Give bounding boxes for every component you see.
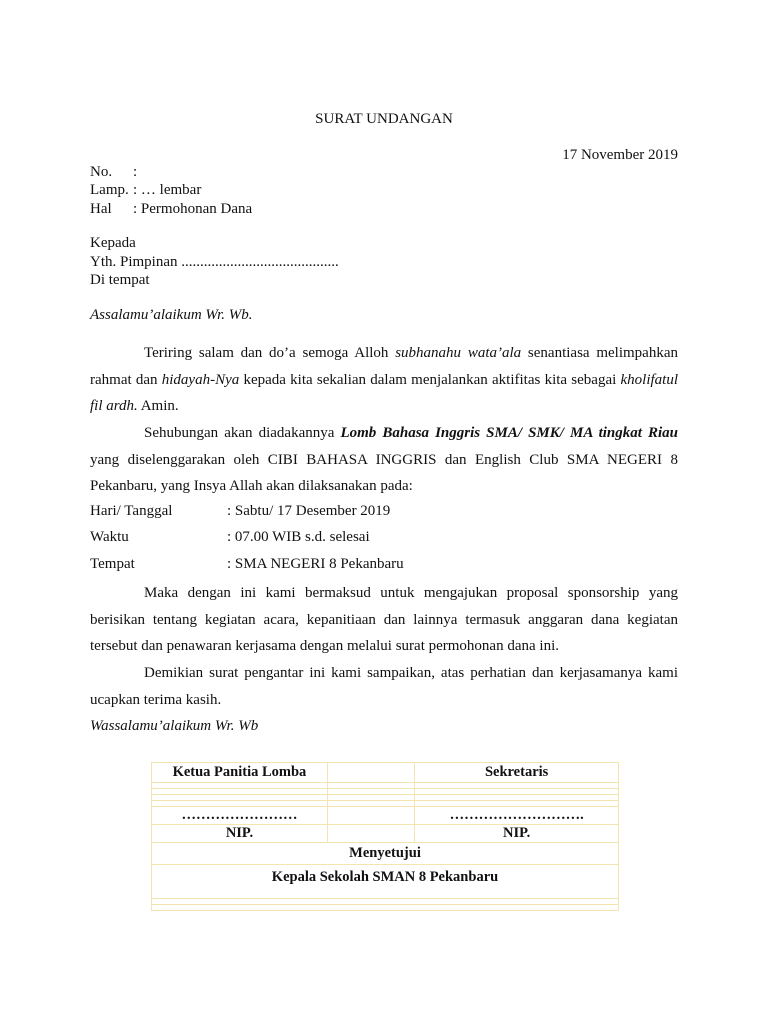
spacer-row — [152, 905, 619, 911]
detail-value: : 07.00 WIB s.d. selesai — [227, 529, 370, 545]
text-run: hidayah-Nya — [161, 371, 240, 388]
meta-no-value: : — [133, 164, 138, 180]
meta-no-label: No. — [90, 164, 113, 180]
signature-table — [151, 762, 619, 911]
letter-date: 17 November 2019 — [562, 147, 678, 163]
detail-label: Waktu — [90, 529, 129, 545]
recipient-line: Kepada — [90, 235, 136, 251]
event-name: Lomb Bahasa Inggris SMA/ SMK/ MA tingkat Riau — [340, 425, 678, 441]
paragraph-proposal: Maka dengan ini kami bermaksud untuk mengajukan proposal sponsorship yang berisikan tentang kegiatan acara, kepanitiaan dan lainnya termasuk anggaran dana kegiatan tersebut dan penawaran kerjasama dengan melalui surat permohonan dana ini. — [90, 585, 678, 654]
left-nip: NIP. — [152, 825, 328, 843]
right-nip: NIP. — [415, 825, 619, 843]
principal-title: Kepala Sekolah SMAN 8 Pekanbaru — [152, 865, 619, 899]
left-signer-title: Ketua Panitia Lomba — [152, 763, 328, 783]
letter-title: SURAT UNDANGAN — [315, 111, 453, 127]
meta-hal-label: Hal — [90, 201, 112, 217]
detail-value: : Sabtu/ 17 Desember 2019 — [227, 503, 391, 519]
empty-cell — [327, 825, 414, 843]
text-run: kholifatul fil ardh. — [90, 371, 678, 414]
detail-label: Hari/ Tanggal — [90, 503, 173, 519]
left-signature-line: …………………… — [152, 807, 328, 825]
detail-label: Tempat — [90, 556, 135, 572]
text-run: Amin. — [137, 398, 179, 414]
recipient-line: Yth. Pimpinan .......................................... — [90, 254, 339, 270]
paragraph-event — [90, 420, 678, 500]
empty-cell — [327, 763, 414, 783]
meta-hal-value: : Permohonan Dana — [133, 201, 253, 217]
recipient-line: Di tempat — [90, 272, 150, 288]
text-run: Teriring salam dan do’a semoga Alloh — [144, 345, 396, 361]
text-run: Sehubungan akan diadakannya — [144, 425, 341, 441]
meta-no — [90, 164, 137, 181]
closing-salutation: Wassalamu’alaikum Wr. Wb — [90, 718, 259, 734]
meta-hal — [90, 201, 252, 218]
meta-lamp — [90, 182, 201, 199]
greeting: Assalamu’alaikum Wr. Wb. — [90, 307, 253, 323]
text-run: senantiasa melimpahkan rahmat dan — [90, 345, 678, 388]
detail-value: : SMA NEGERI 8 Pekanbaru — [227, 556, 404, 572]
paragraph-opening — [90, 340, 678, 420]
right-signer-title: Sekretaris — [415, 763, 619, 783]
text-run: subhanahu wata’ala — [395, 345, 522, 361]
text-run: yang diselenggarakan oleh CIBI BAHASA INGGRIS dan English Club SMA NEGERI 8 Pekanbaru, yang Insya Allah akan dilaksanakan pada: — [90, 451, 678, 494]
right-signature-line: ………………………. — [415, 807, 619, 825]
meta-lamp-label: Lamp. — [90, 182, 129, 198]
empty-cell — [327, 807, 414, 825]
approval-label: Menyetujui — [152, 843, 619, 865]
text-run: kepada kita sekalian dalam menjalankan aktifitas kita sebagai — [239, 371, 621, 388]
paragraph-closing: Demikian surat pengantar ini kami sampaikan, atas perhatian dan kerjasamanya kami ucapkan terima kasih. — [90, 665, 678, 708]
meta-lamp-value: : … lembar — [133, 182, 202, 198]
